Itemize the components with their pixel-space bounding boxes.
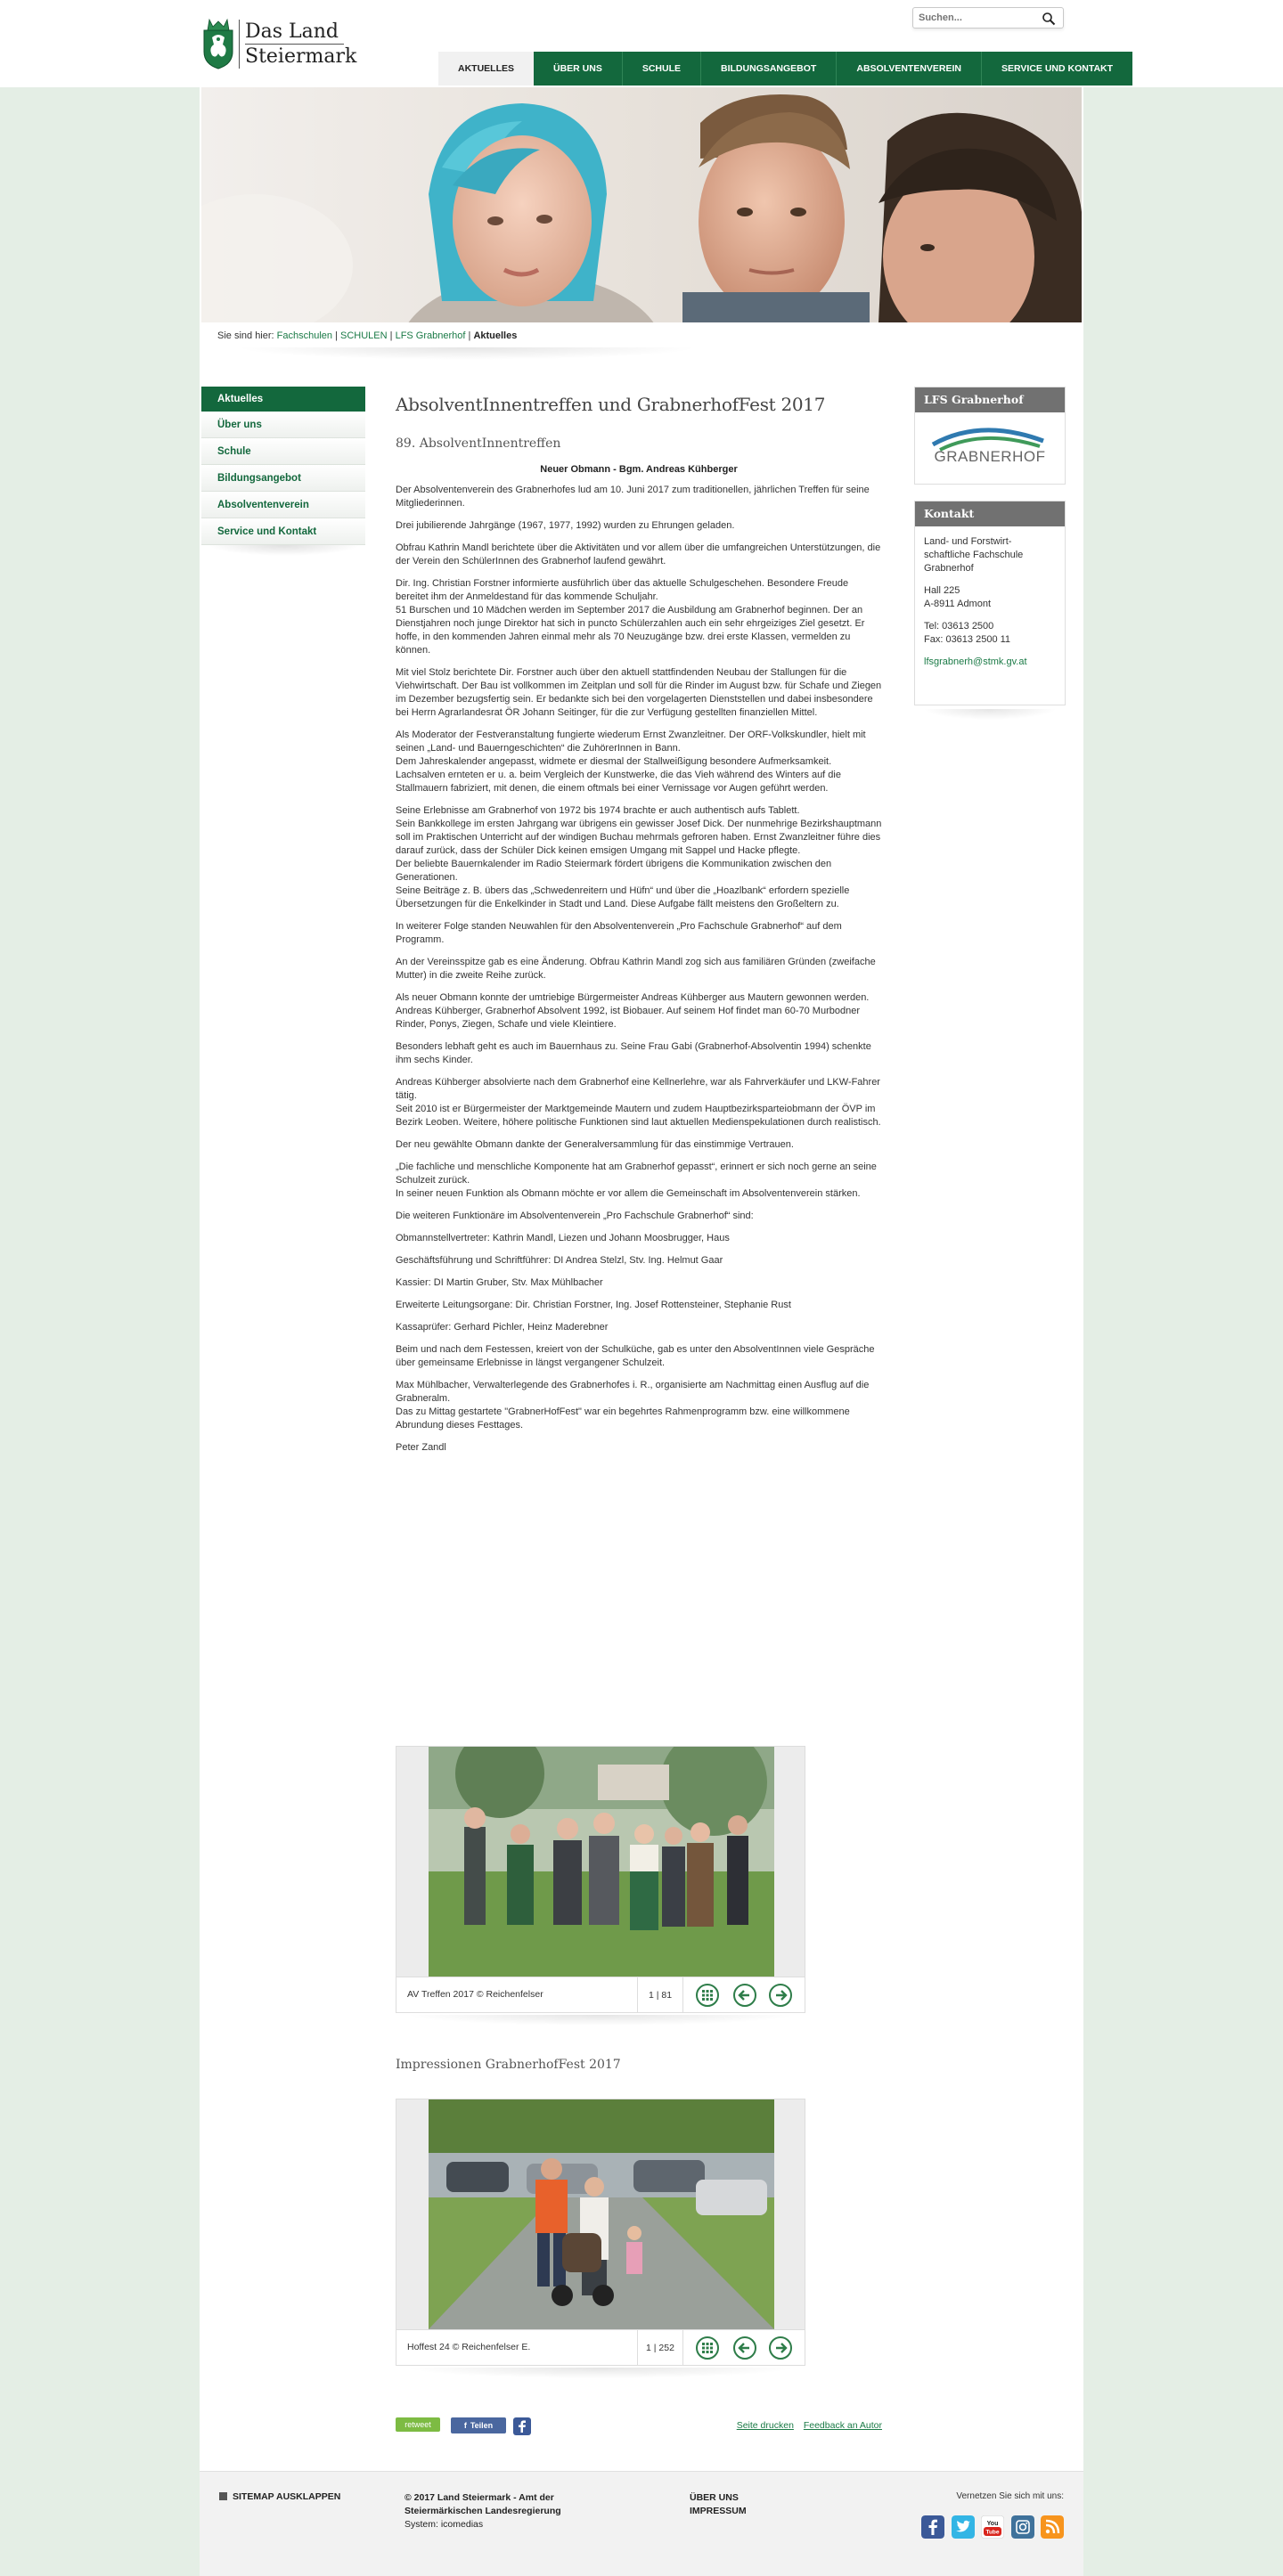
contact-address-line1: Hall 225 [924,585,960,596]
article-paragraph: Obfrau Kathrin Mandl berichtete über die Aktivitäten und vor allem über die umfangreichen Unterstützungen, die der Verein den SchülerInnen des Grabnerhof laufend gewährt. [396,542,881,567]
hero-image [201,87,1082,322]
grabnerhof-logo-text: GRABNERHOF [934,448,1046,465]
sitemap-label: SITEMAP AUSKLAPPEN [233,2491,341,2502]
article-title: AbsolventInnentreffen und GrabnerhofFest 2017 [396,394,826,415]
nav-ueber-uns[interactable]: ÜBER UNS [534,52,622,86]
contact-tel: Tel: 03613 2500 [924,621,994,632]
contact-details [915,526,1065,687]
hero-students-illustration [201,87,1082,322]
page-container [200,0,1114,2576]
logo-line1: Das Land [245,20,339,43]
facebook-icon[interactable] [513,2417,531,2435]
article-paragraph: Als Moderator der Festveranstaltung fungierte wiederum Ernst Zwanzleitner. Der ORF-Volkskundler, hielt mit seinen „Land- und Bauerngeschichten“ die ZuhörerInnen in Bann. Dem Jahreskalender angepasst, widmete er diesmal der Stallweißigung besondere Aufmerksamkeit. Lachsalven ernteten er u. a. beim Vergleich der Kunstwerke, die das Vieh während des Winters auf die Stallmauern fabriziert, mit denen, die einem oftmals bei einer Vernissage vor Augen geführt werden. [396,730,866,794]
footer-link-ueber-uns[interactable]: ÜBER UNS [690,2492,739,2503]
arrow-right-icon[interactable] [769,2336,792,2360]
leftnav-schule[interactable]: Schule [201,438,365,465]
contact-phone [924,620,1056,647]
article-subhead: Neuer Obmann - Bgm. Andreas Kühberger [540,464,738,475]
photo-gallery-av-treffen [396,1746,805,2013]
gallery-photo[interactable] [429,2099,774,2329]
breadcrumb-schulen[interactable]: SCHULEN [340,330,388,341]
photo-gallery-hoffest [396,2099,805,2366]
footer-link-impressum[interactable]: IMPRESSUM [690,2506,747,2516]
gallery-shadow [405,2015,797,2026]
search-icon[interactable] [1042,12,1056,26]
logo-line2: Steiermark [245,45,357,68]
article-paragraph: Mit viel Stolz berichtete Dir. Forstner auch über den aktuell stattfindenden Neubau der Stallungen für die Viehwirtschaft. Der Bau ist vollkommen im Zeitplan und soll für die Rinder im August bzw. für Schafe und Ziegen im Dezember bezugsfertig sein. Er bedankte sich bei den vorgelagerten Dienststellen und dabei insbesondere bei Herrn Agrarlandesrat ÖR Johann Seitinger, für die zur Verfügung gestellten finanziellen Mittel. [396,667,882,718]
twitter-icon[interactable] [952,2515,975,2539]
article-paragraph: Geschäftsführung und Schriftführer: DI Andrea Stelzl, Stv. Ing. Helmut Gaar [396,1255,723,1266]
breadcrumb-shadow [235,347,699,360]
article-paragraph: Als neuer Obmann konnte der umtriebige Bürgermeister Andreas Kühberger aus Mautern gewonnen werden. Andreas Kühberger, Grabnerhof Absolvent 1992, ist Biobauer. Auf seinem Hof findet man 60-70 Murbodner Rinder, Ponys, Ziegen, Schafe und viele Kleintiere. [396,992,870,1030]
nav-bildungsangebot[interactable]: BILDUNGSANGEBOT [700,52,836,86]
article-paragraph: Andreas Kühberger absolvierte nach dem Grabnerhof eine Kellnerlehre, war als Fahrverkäufer und LKW-Fahrer tätig. Seit 2010 ist er Bürgermeister der Marktgemeinde Mautern und zudem Hauptbezirksparteiobmann der ÖVP im Bezirk Leoben. Weitere, höhere politische Funktionen sind laut aktuellen Medienspekulationen durch realistisch. [396,1077,881,1128]
main-navigation [438,52,1132,86]
contact-fax: Fax: 03613 2500 11 [924,634,1011,645]
left-navigation [201,387,365,545]
grabnerhof-logo[interactable] [928,423,1052,473]
share-row [396,2417,882,2435]
article-subtitle: 89. AbsolventInnentreffen [396,436,561,451]
article-paragraph: Besonders lebhaft geht es auch im Bauernhaus zu. Seine Frau Gabi (Grabnerhof-Absolventin 1994) schenkte ihm sechs Kinder. [396,1041,871,1065]
share-links [730,2420,882,2431]
article-paragraph: Dir. Ing. Christian Forstner informierte ausführlich über das aktuelle Schulgeschehen. Besondere Freude bereitet ihm der Anmeldestand für das kommende Schuljahr. 51 Burschen und 10 Mädchen werden im September 2017 die Ausbildung am Grabnerhof beginnen. Der an Dienstjahren noch junge Direktor hat sich in puncto Schülerzahlen auch ein sehr ehrgeiziges Ziel gesetzt. Er hoffe, in den kommenden Jahren einmal mehr als 70 Neuzugänge bzw. drei erste Klassen, vermelden zu können. [396,578,865,656]
contact-school: Land- und Forstwirt-schaftliche Fachschule Grabnerhof [924,536,1024,574]
sitemap-toggle[interactable] [219,2491,340,2502]
article [396,387,882,1455]
breadcrumb-fachschulen[interactable]: Fachschulen [276,330,333,341]
facebook-share-label: Teilen [470,2421,494,2430]
article-paragraph: „Die fachliche und menschliche Komponente hat am Grabnerhof gepasst“, erinnert er sich noch gerne an seine Schulzeit zurück. In seiner neuen Funktion als Obmann möchte er vor allem die Gemeinschaft im Absolventenverein stärken. [396,1162,877,1199]
facebook-share-button[interactable] [451,2417,506,2433]
article-paragraph: Kassier: DI Martin Gruber, Stv. Max Mühlbacher [396,1277,603,1288]
sidebar-box-lfs [914,387,1066,485]
nav-schule[interactable]: SCHULE [622,52,700,86]
article-author: Peter Zandl [396,1442,446,1453]
nav-absolventenverein[interactable]: ABSOLVENTENVEREIN [836,52,981,86]
system-credit: System: icomedias [405,2519,484,2530]
nav-aktuelles[interactable]: AKTUELLES [438,52,534,86]
gallery-counter: 1 | 252 [637,2330,683,2366]
sidebar-box-kontakt [914,501,1066,705]
breadcrumb [217,330,517,341]
sidebar-box-title: Kontakt [915,501,1065,526]
svg-text:You: You [986,2521,999,2527]
facebook-f-icon: f [463,2421,467,2430]
search-input[interactable] [919,11,1034,25]
gallery-control-bar [396,1977,805,2012]
footer-copyright [405,2491,561,2531]
logo-wordmark [239,20,357,69]
leftnav-absolventenverein[interactable]: Absolventenverein [201,492,365,518]
article-paragraph: Beim und nach dem Festessen, kreiert von der Schulküche, gab es unter den AbsolventInnen viele Gespräche über gemeinsame Erlebnisse in längst vergangener Schulzeit. [396,1344,875,1368]
article-paragraph: Der Absolventenverein des Grabnerhofes lud am 10. Juni 2017 zum traditionellen, jährlichen Treffen für seine Mitgliederinnen. [396,485,870,509]
contact-email-link[interactable]: lfsgrabnerh@stmk.gv.at [924,656,1027,667]
breadcrumb-lfs-grabnerhof[interactable]: LFS Grabnerhof [395,330,466,341]
feedback-link[interactable]: Feedback an Autor [803,2420,882,2431]
article-paragraph: Erweiterte Leitungsorgane: Dir. Christian Forstner, Ing. Josef Rottensteiner, Stephanie Rust [396,1300,791,1310]
breadcrumb-sep: | [335,330,338,341]
retweet-button[interactable]: retweet [396,2417,440,2432]
article-paragraph: Seine Erlebnisse am Grabnerhof von 1972 bis 1974 brachte er auch authentisch aufs Tablett. Sein Bankkollege im ersten Jahrgang war übrigens ein gewisser Josef Dick. Der nunmehrige Bezirkshauptmann soll im Praktischen Unterricht auf der windigen Buchau mehrmals gefroren haben. Ernst Zwanzleitner führe dies darauf zurück, dass der Schüler Dick keinen emsigen Umgang mit Sappel und Hacke pflegte. Der beliebte Bauernkalender im Radio Steiermark fördert übrigens die Kommunikation zwischen den Generationen. Seine Beiträge z. B. übers das „Schwedenreitern und Hüfn“ und über die „Hoazlbank“ erfordern spezielle Übersetzungen für die Enkelkinder in Stadt und Land. Diese Aufgabe fällt meistens den Großeltern zu. [396,805,882,909]
facebook-icon[interactable] [921,2515,944,2539]
footer [200,2471,1083,2576]
article-paragraph: Kassaprüfer: Gerhard Pichler, Heinz Maderebner [396,1322,609,1333]
article-paragraph: Max Mühlbacher, Verwalterlegende des Grabnerhofes i. R., organisierte am Nachmittag einen Ausflug auf die Grabneralm. Das zu Mittag gestartete "GrabnerHofFest" war ein begehrtes Rahmenprogramm bzw. eine willkommene Abrundung dieses Festtages. [396,1380,870,1431]
grid-view-icon[interactable] [696,1984,719,2007]
contact-address [924,584,1056,611]
rss-icon[interactable] [1041,2515,1064,2539]
gallery-photo[interactable] [429,1747,774,1977]
social-links [912,2491,1064,2539]
article-paragraph: Die weiteren Funktionäre im Absolventenverein „Pro Fachschule Grabnerhof“ sind: [396,1211,754,1221]
youtube-icon[interactable] [981,2515,1004,2539]
breadcrumb-prefix: Sie sind hier: [217,330,274,341]
copyright-line1: © 2017 Land Steiermark - Amt der [405,2492,554,2503]
expand-icon [219,2492,227,2500]
arrow-left-icon[interactable] [733,1984,756,2007]
gallery-caption: Hoffest 24 © Reichenfelser E. [407,2342,531,2352]
article-paragraph: An der Vereinsspitze gab es eine Änderung. Obfrau Kathrin Mandl zog sich aus familiären Gründen (zweifache Mutter) in die zweite Reihe zurück. [396,957,876,981]
instagram-icon[interactable] [1011,2515,1034,2539]
leftnav-service-kontakt[interactable]: Service und Kontakt [201,518,365,545]
site-logo[interactable] [201,16,357,73]
gallery-control-bar [396,2329,805,2365]
breadcrumb-sep: | [468,330,471,341]
article-body [396,484,882,1455]
gallery-shadow [405,2368,797,2378]
group-photo-illustration [429,1747,774,1977]
social-text: Vernetzen Sie sich mit uns: [956,2491,1064,2501]
nav-service-kontakt[interactable]: SERVICE UND KONTAKT [981,52,1132,86]
leftnav-aktuelles[interactable]: Aktuelles [201,387,365,412]
coat-of-arms-icon [201,18,235,69]
leftnav-shadow [208,545,360,556]
copyright-line2: Steiermärkischen Landesregierung [405,2506,561,2516]
print-page-link[interactable]: Seite drucken [736,2420,794,2431]
article-paragraph: Drei jubilierende Jahrgänge (1967, 1977, 1992) wurden zu Ehrungen geladen. [396,520,735,531]
arrow-right-icon[interactable] [769,1984,792,2007]
social-icons [912,2515,1064,2539]
arrow-left-icon[interactable] [733,2336,756,2360]
fest-photo-illustration [429,2099,774,2329]
gallery-counter: 1 | 81 [637,1977,683,2013]
section-title-impressionen: Impressionen GrabnerhofFest 2017 [396,2058,621,2072]
search-box [912,7,1064,29]
breadcrumb-sep: | [389,330,393,341]
leftnav-ueber-uns[interactable]: Über uns [201,412,365,438]
sidebar-shadow [923,709,1057,720]
article-paragraph: Der neu gewählte Obmann dankte der Generalversammlung für das einstimmige Vertrauen. [396,1139,794,1150]
article-paragraph: In weiterer Folge standen Neuwahlen für den Absolventenverein „Pro Fachschule Grabnerhof“ auf dem Programm. [396,921,842,945]
contact-address-line2: A-8911 Admont [924,599,992,609]
svg-text:Tube: Tube [985,2529,1000,2536]
sidebar-box-title: LFS Grabnerhof [915,387,1065,412]
grid-view-icon[interactable] [696,2336,719,2360]
footer-links [690,2491,747,2518]
breadcrumb-current: Aktuelles [473,330,518,341]
article-paragraph: Obmannstellvertreter: Kathrin Mandl, Liezen und Johann Moosbrugger, Haus [396,1233,730,1243]
gallery-caption: AV Treffen 2017 © Reichenfelser [407,1989,543,2000]
leftnav-bildungsangebot[interactable]: Bildungsangebot [201,465,365,492]
